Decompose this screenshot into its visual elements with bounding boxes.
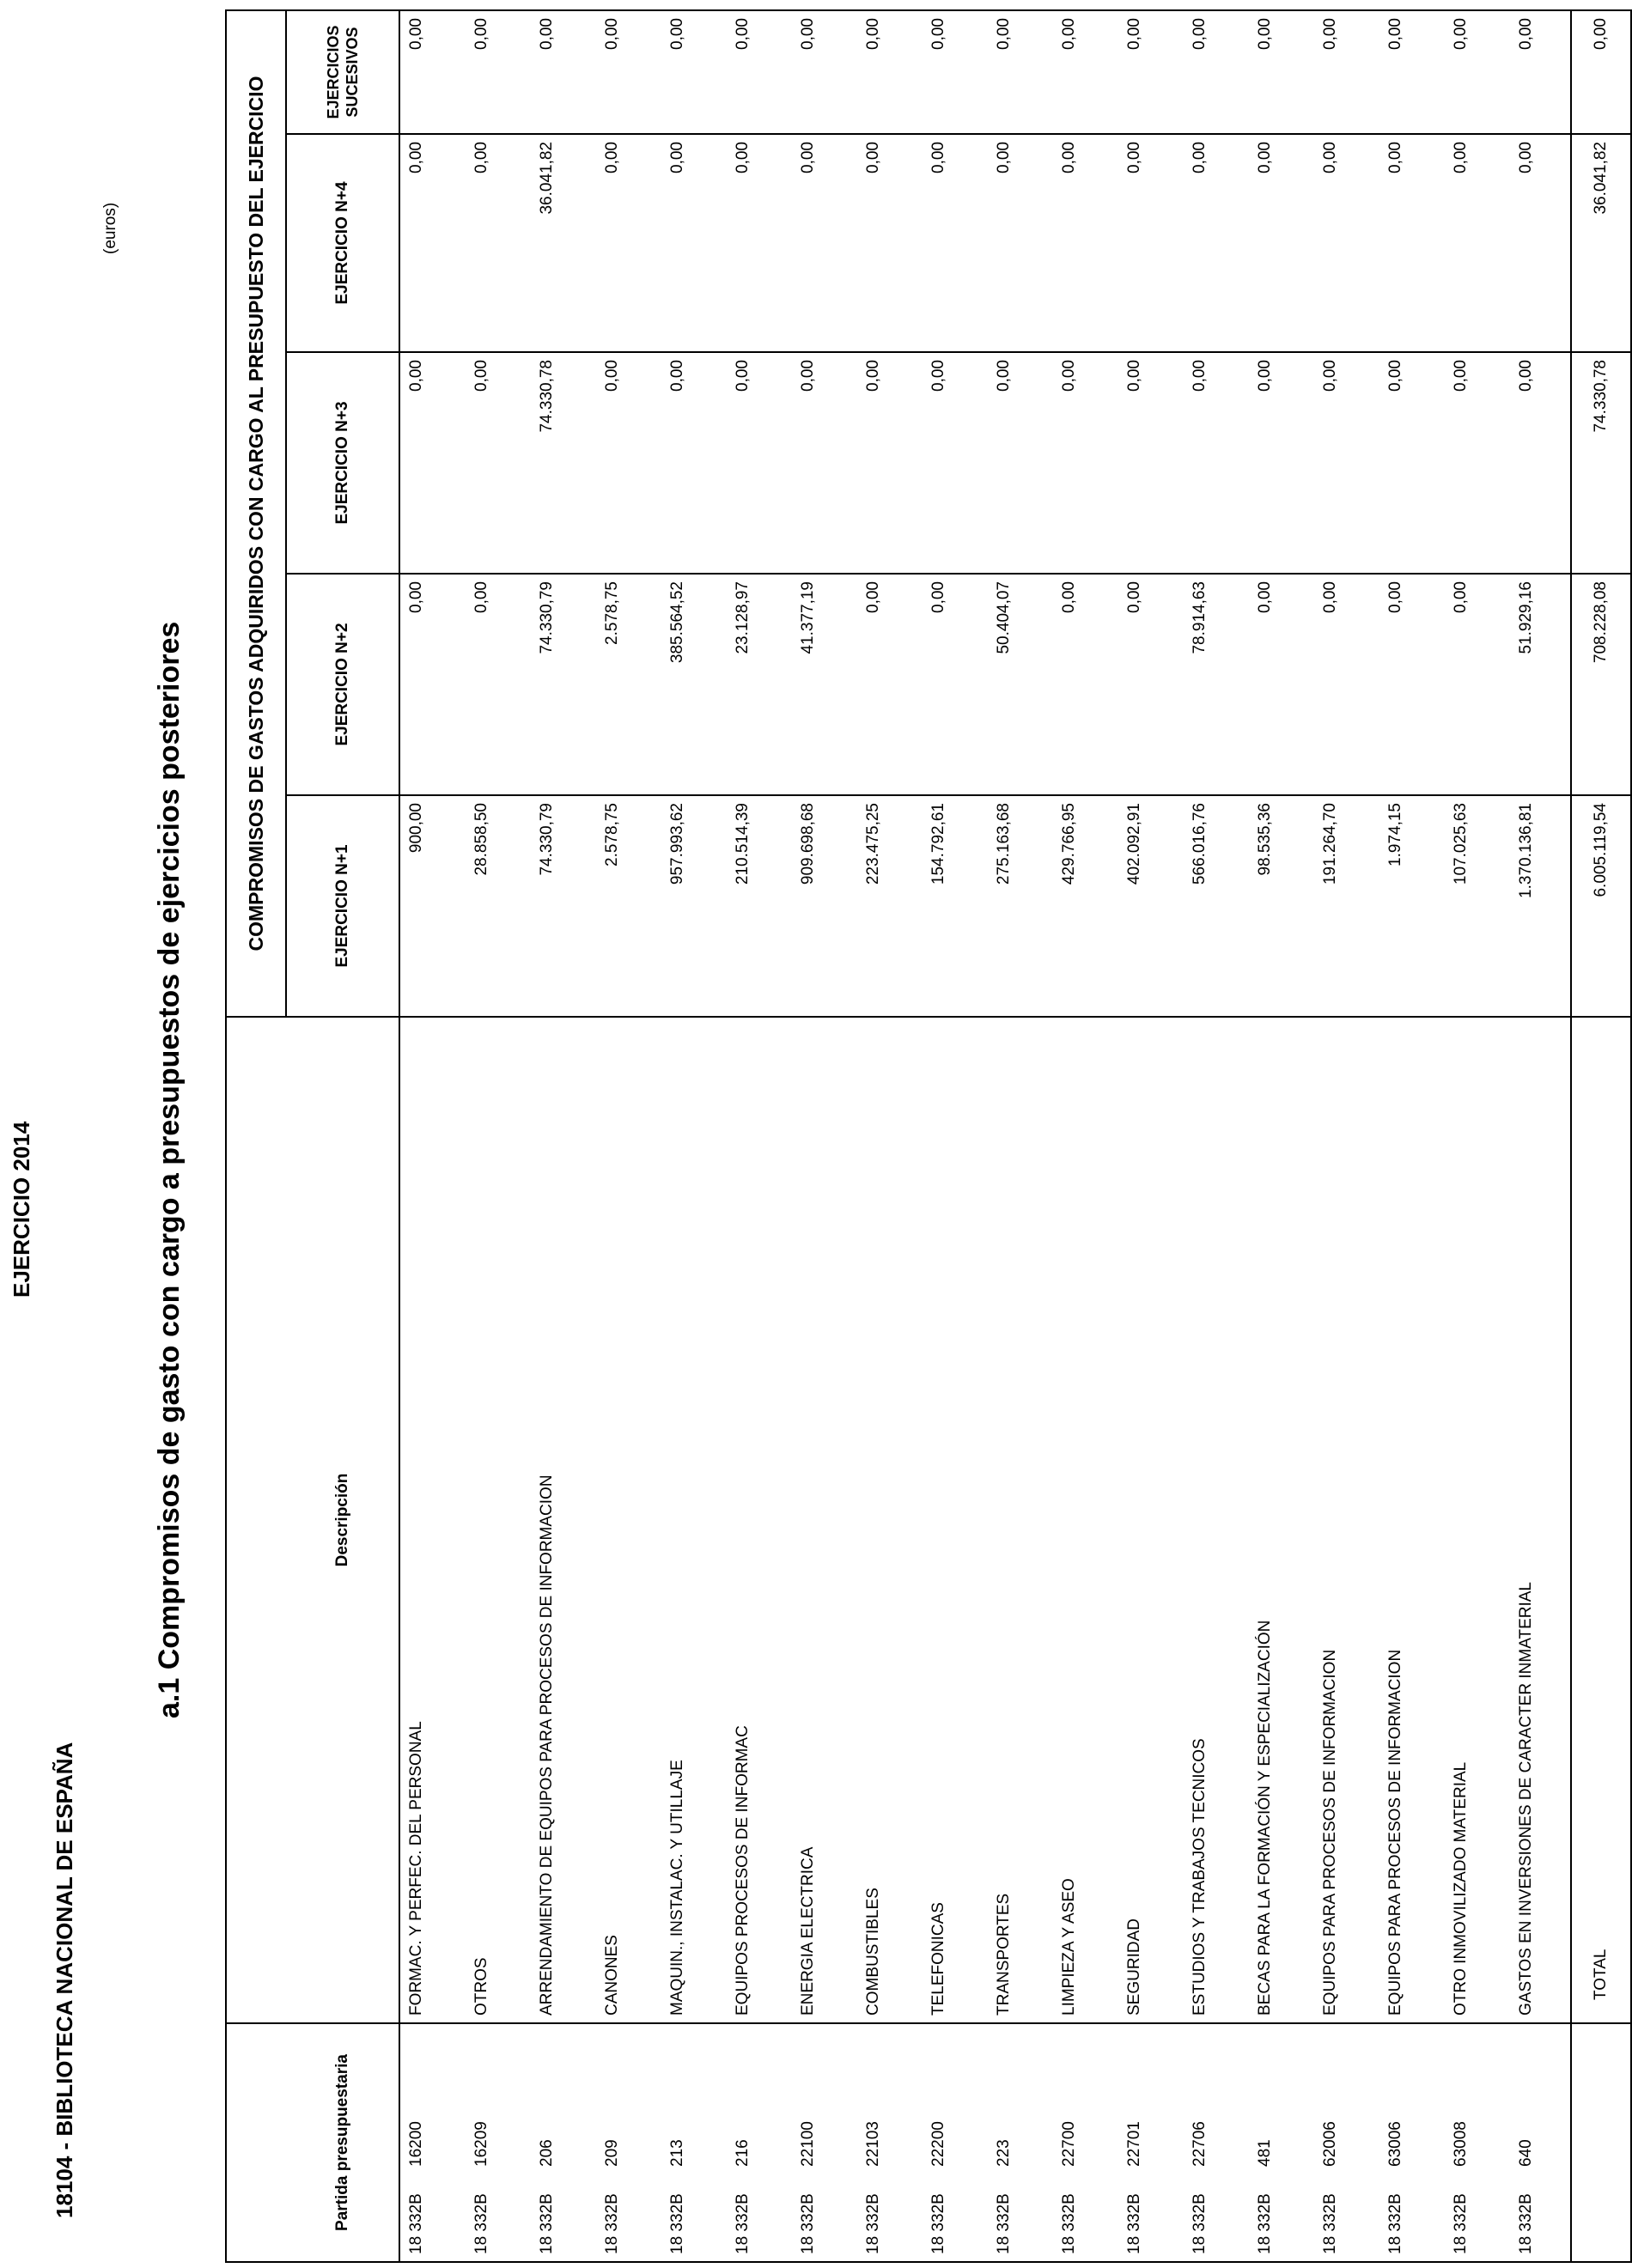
amount-n1-cell: 107.025,63	[1445, 795, 1510, 1017]
amount-sucesivos-cell: 0,00	[1184, 10, 1249, 134]
amount-n1-cell: 402.092,91	[1118, 795, 1184, 1017]
amount-n3-cell: 0,00	[1510, 352, 1571, 574]
amount-n2-cell: 51.929,16	[1510, 574, 1571, 795]
amount-sucesivos-cell: 0,00	[792, 10, 857, 134]
description-cell: LIMPIEZA Y ASEO	[1053, 1017, 1118, 2023]
amount-sucesivos-cell: 0,00	[531, 10, 596, 134]
table-row	[1053, 10, 1118, 2262]
partida-cell	[792, 2023, 857, 2262]
header-blank-cell	[226, 2023, 286, 2262]
partida-section: 18 332B	[668, 2193, 686, 2254]
fiscal-year: EJERCICIO 2014	[9, 1121, 34, 1298]
amount-n3-cell: 0,00	[466, 352, 531, 574]
amount-n1-cell: 909.698,68	[792, 795, 857, 1017]
amount-n1-cell: 154.792,61	[923, 795, 988, 1017]
description-cell: GASTOS EN INVERSIONES DE CARACTER INMATERIAL	[1510, 1017, 1571, 2023]
table-row	[923, 10, 988, 2262]
table-row	[727, 10, 792, 2262]
amount-sucesivos-cell: 0,00	[1314, 10, 1379, 134]
description-cell: TELEFONICAS	[923, 1017, 988, 2023]
description-cell: SEGURIDAD	[1118, 1017, 1184, 2023]
partida-cell	[399, 2023, 466, 2262]
partida-cell	[857, 2023, 923, 2262]
col-header-sucesivos-line2: SUCESIVOS	[344, 27, 361, 118]
partida-article: 63006	[1386, 2121, 1404, 2167]
amount-sucesivos-cell: 0,00	[857, 10, 923, 134]
amount-n3-cell: 0,00	[596, 352, 661, 574]
amount-n3-cell: 0,00	[923, 352, 988, 574]
table-body	[399, 10, 1631, 2262]
page-title: a.1 Compromisos de gasto con cargo a presupuestos de ejercicios posteriores	[153, 621, 186, 1718]
amount-n4-cell: 0,00	[596, 134, 661, 352]
amount-n4-cell: 0,00	[661, 134, 727, 352]
table-row	[1510, 10, 1571, 2262]
amount-n2-cell: 0,00	[857, 574, 923, 795]
header-blank-cell	[226, 1017, 286, 2023]
amount-n1-cell: 1.370.136,81	[1510, 795, 1571, 1017]
amount-n1-cell: 191.264,70	[1314, 795, 1379, 1017]
amount-n2-cell: 0,00	[923, 574, 988, 795]
partida-section: 18 332B	[1452, 2193, 1470, 2254]
amount-n2-cell: 50.404,07	[988, 574, 1053, 795]
partida-cell	[1510, 2023, 1571, 2262]
amount-n4-cell: 0,00	[466, 134, 531, 352]
amount-n4-cell: 0,00	[857, 134, 923, 352]
amount-sucesivos-cell: 0,00	[596, 10, 661, 134]
amount-n4-cell: 36.041,82	[531, 134, 596, 352]
description-cell: EQUIPOS PARA PROCESOS DE INFORMACION	[1379, 1017, 1445, 2023]
description-cell: CANONES	[596, 1017, 661, 2023]
partida-cell	[1184, 2023, 1249, 2262]
table-row	[531, 10, 596, 2262]
partida-section: 18 332B	[864, 2193, 882, 2254]
amount-n4-cell: 0,00	[727, 134, 792, 352]
col-header-n4: EJERCICIO N+4	[286, 134, 399, 352]
total-label: TOTAL	[1571, 1017, 1631, 2023]
amount-n3-cell: 0,00	[399, 352, 466, 574]
partida-cell	[1118, 2023, 1184, 2262]
partida-section: 18 332B	[995, 2193, 1013, 2254]
amount-n1-cell: 275.163,68	[988, 795, 1053, 1017]
partida-article: 63008	[1452, 2121, 1470, 2167]
amount-n3-cell: 0,00	[661, 352, 727, 574]
partida-cell	[923, 2023, 988, 2262]
amount-n4-cell: 0,00	[1184, 134, 1249, 352]
amount-n3-cell: 0,00	[1379, 352, 1445, 574]
amount-sucesivos-cell: 0,00	[1445, 10, 1510, 134]
amount-n2-cell: 74.330,79	[531, 574, 596, 795]
total-n3: 74.330,78	[1571, 352, 1631, 574]
amount-n2-cell: 41.377,19	[792, 574, 857, 795]
partida-section: 18 332B	[1256, 2193, 1274, 2254]
amount-n1-cell: 566.016,76	[1184, 795, 1249, 1017]
col-header-partida: Partida presupuestaria	[286, 2023, 399, 2262]
description-cell: BECAS PARA LA FORMACIÓN Y ESPECIALIZACIÓN	[1249, 1017, 1314, 2023]
units-label: (euros)	[101, 202, 119, 254]
partida-cell	[1379, 2023, 1445, 2262]
description-cell: OTROS	[466, 1017, 531, 2023]
amount-sucesivos-cell: 0,00	[399, 10, 466, 134]
description-cell: OTRO INMOVILIZADO MATERIAL	[1445, 1017, 1510, 2023]
amount-n2-cell: 385.564,52	[661, 574, 727, 795]
partida-article: 22100	[799, 2121, 817, 2167]
amount-sucesivos-cell: 0,00	[466, 10, 531, 134]
amount-n4-cell: 0,00	[1379, 134, 1445, 352]
amount-n3-cell: 74.330,78	[531, 352, 596, 574]
amount-n1-cell: 210.514,39	[727, 795, 792, 1017]
table-row	[857, 10, 923, 2262]
amount-n2-cell: 23.128,97	[727, 574, 792, 795]
description-cell: EQUIPOS PARA PROCESOS DE INFORMACION	[1314, 1017, 1379, 2023]
total-blank-cell	[1571, 2023, 1631, 2262]
partida-section: 18 332B	[1191, 2193, 1209, 2254]
total-n1: 6.005.119,54	[1571, 795, 1631, 1017]
partida-article: 209	[603, 2139, 621, 2167]
amount-n3-cell: 0,00	[1053, 352, 1118, 574]
amount-n4-cell: 0,00	[792, 134, 857, 352]
amount-n1-cell: 223.475,25	[857, 795, 923, 1017]
entity-title: 18104 - BIBLIOTECA NACIONAL DE ESPAÑA	[52, 1742, 77, 2218]
table-row	[1184, 10, 1249, 2262]
partida-article: 22200	[929, 2121, 947, 2167]
partida-cell	[466, 2023, 531, 2262]
amount-n1-cell: 28.858,50	[466, 795, 531, 1017]
amount-n1-cell: 98.535,36	[1249, 795, 1314, 1017]
amount-n3-cell: 0,00	[988, 352, 1053, 574]
partida-article: 22103	[864, 2121, 882, 2167]
amount-n1-cell: 2.578,75	[596, 795, 661, 1017]
table-row	[1445, 10, 1510, 2262]
partida-cell	[1445, 2023, 1510, 2262]
description-cell: FORMAC. Y PERFEC. DEL PERSONAL	[399, 1017, 466, 2023]
amount-sucesivos-cell: 0,00	[1249, 10, 1314, 134]
amount-n3-cell: 0,00	[1445, 352, 1510, 574]
table-row	[466, 10, 531, 2262]
partida-article: 223	[995, 2139, 1013, 2167]
amount-n4-cell: 0,00	[988, 134, 1053, 352]
partida-cell	[1249, 2023, 1314, 2262]
partida-article: 22706	[1191, 2121, 1209, 2167]
table-row	[792, 10, 857, 2262]
partida-cell	[988, 2023, 1053, 2262]
amount-n4-cell: 0,00	[923, 134, 988, 352]
partida-section: 18 332B	[407, 2193, 425, 2254]
partida-article: 481	[1256, 2139, 1274, 2167]
description-cell: ENERGIA ELECTRICA	[792, 1017, 857, 2023]
partida-cell	[596, 2023, 661, 2262]
col-header-sucesivos-line1: EJERCICIOS	[325, 25, 342, 119]
description-cell: ARRENDAMIENTO DE EQUIPOS PARA PROCESOS DE INFORMACION	[531, 1017, 596, 2023]
amount-n3-cell: 0,00	[1118, 352, 1184, 574]
description-cell: EQUIPOS PROCESOS DE INFORMAC	[727, 1017, 792, 2023]
amount-sucesivos-cell: 0,00	[1053, 10, 1118, 134]
partida-article: 16200	[407, 2121, 425, 2167]
amount-n2-cell: 0,00	[466, 574, 531, 795]
table-row	[988, 10, 1053, 2262]
amount-n4-cell: 0,00	[1118, 134, 1184, 352]
partida-cell	[661, 2023, 727, 2262]
amount-n2-cell: 0,00	[1314, 574, 1379, 795]
group-header: COMPROMISOS DE GASTOS ADQUIRIDOS CON CARGO AL PRESUPUESTO DEL EJERCICIO	[226, 10, 286, 1017]
table-row	[596, 10, 661, 2262]
partida-section: 18 332B	[538, 2193, 556, 2254]
partida-section: 18 332B	[603, 2193, 621, 2254]
amount-sucesivos-cell: 0,00	[988, 10, 1053, 134]
partida-section: 18 332B	[799, 2193, 817, 2254]
partida-article: 16209	[472, 2121, 490, 2167]
amount-n2-cell: 0,00	[1249, 574, 1314, 795]
col-header-descripcion: Descripción	[286, 1017, 399, 2023]
partida-cell	[1314, 2023, 1379, 2262]
amount-n4-cell: 0,00	[399, 134, 466, 352]
partida-article: 22701	[1125, 2121, 1143, 2167]
amount-n1-cell: 900,00	[399, 795, 466, 1017]
partida-section: 18 332B	[929, 2193, 947, 2254]
partida-section: 18 332B	[1125, 2193, 1143, 2254]
amount-n1-cell: 74.330,79	[531, 795, 596, 1017]
description-cell: COMBUSTIBLES	[857, 1017, 923, 2023]
amount-n1-cell: 957.993,62	[661, 795, 727, 1017]
partida-section: 18 332B	[1321, 2193, 1339, 2254]
amount-n3-cell: 0,00	[727, 352, 792, 574]
amount-n4-cell: 0,00	[1314, 134, 1379, 352]
partida-section: 18 332B	[1517, 2193, 1535, 2254]
description-cell: ESTUDIOS Y TRABAJOS TECNICOS	[1184, 1017, 1249, 2023]
total-n2: 708.228,08	[1571, 574, 1631, 795]
partida-article: 22700	[1060, 2121, 1078, 2167]
amount-n2-cell: 0,00	[1379, 574, 1445, 795]
partida-cell	[1053, 2023, 1118, 2262]
total-row	[1571, 10, 1631, 2262]
description-cell: TRANSPORTES	[988, 1017, 1053, 2023]
partida-section: 18 332B	[472, 2193, 490, 2254]
amount-n2-cell: 0,00	[1118, 574, 1184, 795]
amount-n2-cell: 78.914,63	[1184, 574, 1249, 795]
partida-section: 18 332B	[1060, 2193, 1078, 2254]
total-sucesivos: 0,00	[1571, 10, 1631, 134]
amount-n3-cell: 0,00	[1249, 352, 1314, 574]
partida-section: 18 332B	[1386, 2193, 1404, 2254]
col-header-n3: EJERCICIO N+3	[286, 352, 399, 574]
amount-n4-cell: 0,00	[1445, 134, 1510, 352]
amount-sucesivos-cell: 0,00	[1118, 10, 1184, 134]
commitments-table	[225, 9, 1632, 2263]
table-row	[661, 10, 727, 2262]
partida-article: 62006	[1321, 2121, 1339, 2167]
partida-article: 216	[734, 2139, 752, 2167]
table-row	[1249, 10, 1314, 2262]
amount-n3-cell: 0,00	[792, 352, 857, 574]
partida-article: 640	[1517, 2139, 1535, 2167]
partida-article: 213	[668, 2139, 686, 2167]
amount-n3-cell: 0,00	[1314, 352, 1379, 574]
partida-article: 206	[538, 2139, 556, 2167]
amount-sucesivos-cell: 0,00	[923, 10, 988, 134]
partida-section: 18 332B	[734, 2193, 752, 2254]
description-cell: MAQUIN., INSTALAC. Y UTILLAJE	[661, 1017, 727, 2023]
table-row	[1314, 10, 1379, 2262]
amount-n1-cell: 429.766,95	[1053, 795, 1118, 1017]
partida-cell	[727, 2023, 792, 2262]
amount-n2-cell: 0,00	[1445, 574, 1510, 795]
amount-n3-cell: 0,00	[1184, 352, 1249, 574]
amount-sucesivos-cell: 0,00	[661, 10, 727, 134]
amount-n2-cell: 0,00	[399, 574, 466, 795]
amount-sucesivos-cell: 0,00	[727, 10, 792, 134]
total-n4: 36.041,82	[1571, 134, 1631, 352]
amount-n4-cell: 0,00	[1053, 134, 1118, 352]
col-header-n2: EJERCICIO N+2	[286, 574, 399, 795]
amount-n4-cell: 0,00	[1510, 134, 1571, 352]
col-header-n1: EJERCICIO N+1	[286, 795, 399, 1017]
col-header-sucesivos	[286, 10, 399, 134]
amount-n2-cell: 2.578,75	[596, 574, 661, 795]
amount-n4-cell: 0,00	[1249, 134, 1314, 352]
table-row	[1118, 10, 1184, 2262]
table-row	[399, 10, 466, 2262]
amount-n2-cell: 0,00	[1053, 574, 1118, 795]
partida-cell	[531, 2023, 596, 2262]
amount-sucesivos-cell: 0,00	[1379, 10, 1445, 134]
amount-sucesivos-cell: 0,00	[1510, 10, 1571, 134]
amount-n1-cell: 1.974,15	[1379, 795, 1445, 1017]
amount-n3-cell: 0,00	[857, 352, 923, 574]
table-row	[1379, 10, 1445, 2262]
